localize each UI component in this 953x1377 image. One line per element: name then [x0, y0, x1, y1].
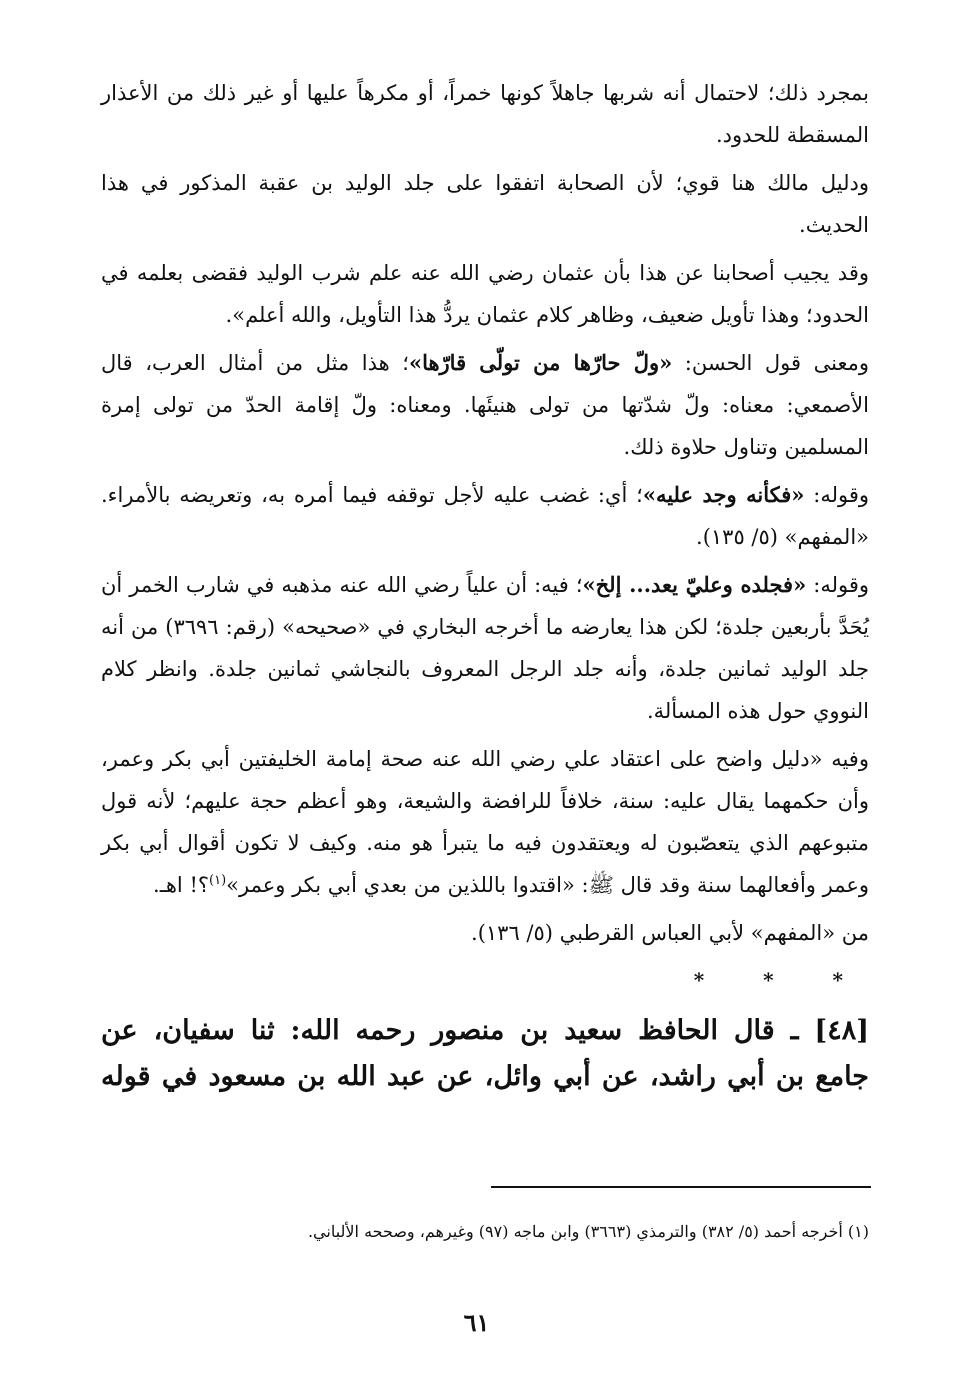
- paragraph-4-quote: «ولّ حارّها من تولّى قارّها»: [408, 350, 673, 375]
- paragraph-7-end: ؟! اهـ.: [153, 873, 210, 897]
- paragraph-3: وقد يجيب أصحابنا عن هذا بأن عثمان رضي الله عنه علم شرب الوليد فقضى بعلمه في الحدود؛ وهذا تأويل ضعيف، وظاهر كلام عثمان يردُّ هذا التأويل، والله أعلم».: [101, 261, 869, 327]
- paragraph-1: بمجرد ذلك؛ لاحتمال أنه شربها جاهلاً كونها خمراً، أو مكرهاً عليها أو غير ذلك من الأعذار المسقطة للحدود.: [101, 81, 869, 147]
- paragraph-5-rest: ؛ أي: غضب عليه لأجل توقفه فيما أمره به، وتعريضه بالأمراء. «المفهم» (٥/ ١٣٥).: [101, 483, 869, 549]
- paragraph-7-text: وفيه «دليل واضح على اعتقاد علي رضي الله عنه صحة إمامة الخليفتين أبي بكر وعمر، وأن حكمهما يقال عليه: سنة، خلافاً للرافضة والشيعة، وهو أعظم حجة عليهم؛ لأنه قول متبوعهم الذي يتعصّبون له ويعتقدون فيه ما يتبرأ هو منه. وكيف لا تكون أقوال أبي بكر وعمر وأفعالهما سنة وقد قال ﷺ: «اقتدوا باللذين من بعدي أبي بكر وعمر»: [101, 747, 869, 897]
- main-text-column: [101, 72, 869, 1100]
- hadith-heading-line-2: جامع بن أبي راشد، عن أبي وائل، عن عبد الله بن مسعود في قوله: [101, 1061, 869, 1092]
- footnote-divider: [491, 1186, 871, 1188]
- paragraph-2: ودليل مالك هنا قوي؛ لأن الصحابة اتفقوا على جلد الوليد بن عقبة المذكور في هذا الحديث.: [101, 171, 869, 237]
- paragraph-5: [101, 474, 869, 558]
- paragraph-6: [101, 564, 869, 732]
- footnote: (١) أخرجه أحمد (٥/ ٣٨٢) والترمذي (٣٦٦٣) وابن ماجه (٩٧) وغيرهم، وصححه الألباني.: [307, 1222, 869, 1241]
- hadith-heading-line-1: [٤٨] ـ قال الحافظ سعيد بن منصور رحمه الله: ثنا سفيان، عن: [101, 1015, 869, 1046]
- paragraph-4-rest: ؛ هذا مثل من أمثال العرب، قال الأصمعي: معناه: ولّ شدّتها من تولى هنيئَها. ومعناه: ولّ إقامة الحدّ من تولى إمرة المسلمين وتناول حلاوة ذلك.: [101, 351, 869, 459]
- hadith-heading: [101, 1008, 869, 1100]
- footnote-marker[interactable]: (١): [209, 873, 227, 888]
- paragraph-8: من «المفهم» لأبي العباس القرطبي (٥/ ١٣٦).: [471, 921, 869, 945]
- paragraph-7: [101, 738, 869, 906]
- page-number: ٦١: [463, 1308, 490, 1337]
- paragraph-6-quote: «فجلده وعليّ يعد... إلخ»: [582, 572, 807, 597]
- paragraph-5-quote: «فكأنه وجد عليه»: [642, 482, 805, 507]
- paragraph-4-intro: ومعنى قول الحسن:: [672, 351, 869, 375]
- paragraph-4: [101, 342, 869, 468]
- section-separator: * * *: [693, 968, 869, 992]
- paragraph-5-intro: وقوله:: [804, 483, 870, 507]
- paragraph-6-intro: وقوله:: [806, 573, 870, 597]
- paragraph-6-rest: ؛ فيه: أن علياً رضي الله عنه مذهبه في شارب الخمر أن يُحَدَّ بأربعين جلدة؛ لكن هذا يعارضه ما أخرجه البخاري في «صحيحه» (رقم: ٣٦٩٦) من أنه جلد الوليد ثمانين جلدة، وأنه جلد الرجل المعروف بالنجاشي ثمانين جلدة. وانظر كلام النووي حول هذه المسألة.: [101, 573, 869, 723]
